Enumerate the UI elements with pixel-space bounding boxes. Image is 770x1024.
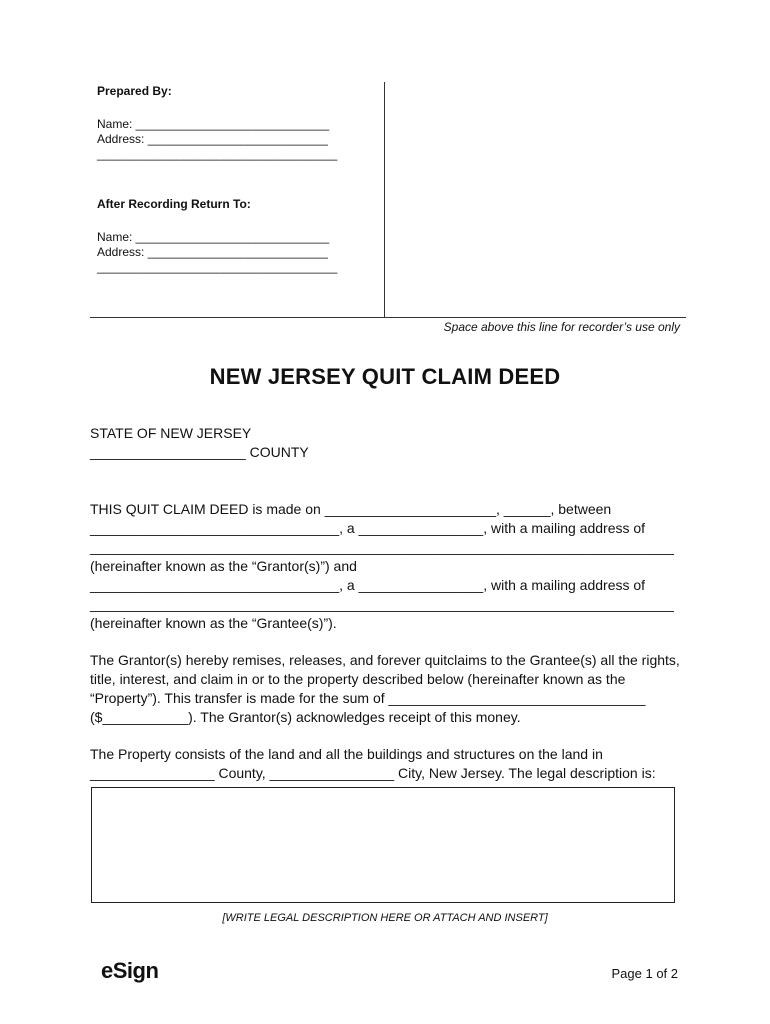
property-line-2: ________________ County, ________________ City, New Jersey. The legal description is: — [90, 765, 656, 781]
return-to-heading: After Recording Return To: — [97, 197, 251, 211]
prepared-by-name-line: Name: _____________________________ — [97, 117, 330, 131]
parties-line-4: (hereinafter known as the “Grantor(s)”) and — [90, 558, 357, 574]
esign-logo: eSign — [101, 958, 159, 983]
recorder-note: Space above this line for recorder’s use only — [443, 320, 680, 334]
legal-description-caption: [WRITE LEGAL DESCRIPTION HERE OR ATTACH AND INSERT] — [222, 912, 548, 924]
legal-description-box[interactable] — [91, 787, 675, 903]
conveyance-line-1: The Grantor(s) hereby remises, releases, and forever quitclaims to the Grantee(s) all the rights, — [90, 652, 680, 668]
parties-line-1: THIS QUIT CLAIM DEED is made on ______________________, ______, between — [90, 501, 612, 517]
parties-line-2: ________________________________, a ________________, with a mailing address of — [90, 520, 646, 536]
parties-line-5: ________________________________, a ________________, with a mailing address of — [90, 577, 646, 593]
county-line: ____________________ COUNTY — [90, 444, 309, 460]
prepared-by-heading: Prepared By: — [97, 84, 172, 98]
state-line: STATE OF NEW JERSEY — [90, 425, 252, 441]
prepared-by-extra-line: ____________________________________ — [97, 147, 338, 161]
document-title: NEW JERSEY QUIT CLAIM DEED — [209, 364, 561, 389]
recorder-divider-vertical — [384, 82, 385, 318]
conveyance-line-3: “Property”). This transfer is made for the sum of _________________________________ — [90, 690, 646, 706]
parties-line-3: ___________________________________________________________________________ — [90, 539, 674, 555]
page-number: Page 1 of 2 — [611, 966, 678, 981]
return-to-address-line: Address: ___________________________ — [97, 245, 328, 259]
prepared-by-address-line: Address: ___________________________ — [97, 132, 328, 146]
conveyance-line-4: ($___________). The Grantor(s) acknowledges receipt of this money. — [90, 709, 521, 725]
parties-line-6: ___________________________________________________________________________ — [90, 596, 674, 612]
parties-line-7: (hereinafter known as the “Grantee(s)”). — [90, 615, 337, 631]
property-line-1: The Property consists of the land and all the buildings and structures on the land in — [90, 746, 603, 762]
return-to-extra-line: ____________________________________ — [97, 260, 338, 274]
recorder-divider-horizontal — [90, 317, 686, 318]
conveyance-line-2: title, interest, and claim in or to the property described below (hereinafter known as the — [90, 671, 626, 687]
return-to-name-line: Name: _____________________________ — [97, 230, 330, 244]
